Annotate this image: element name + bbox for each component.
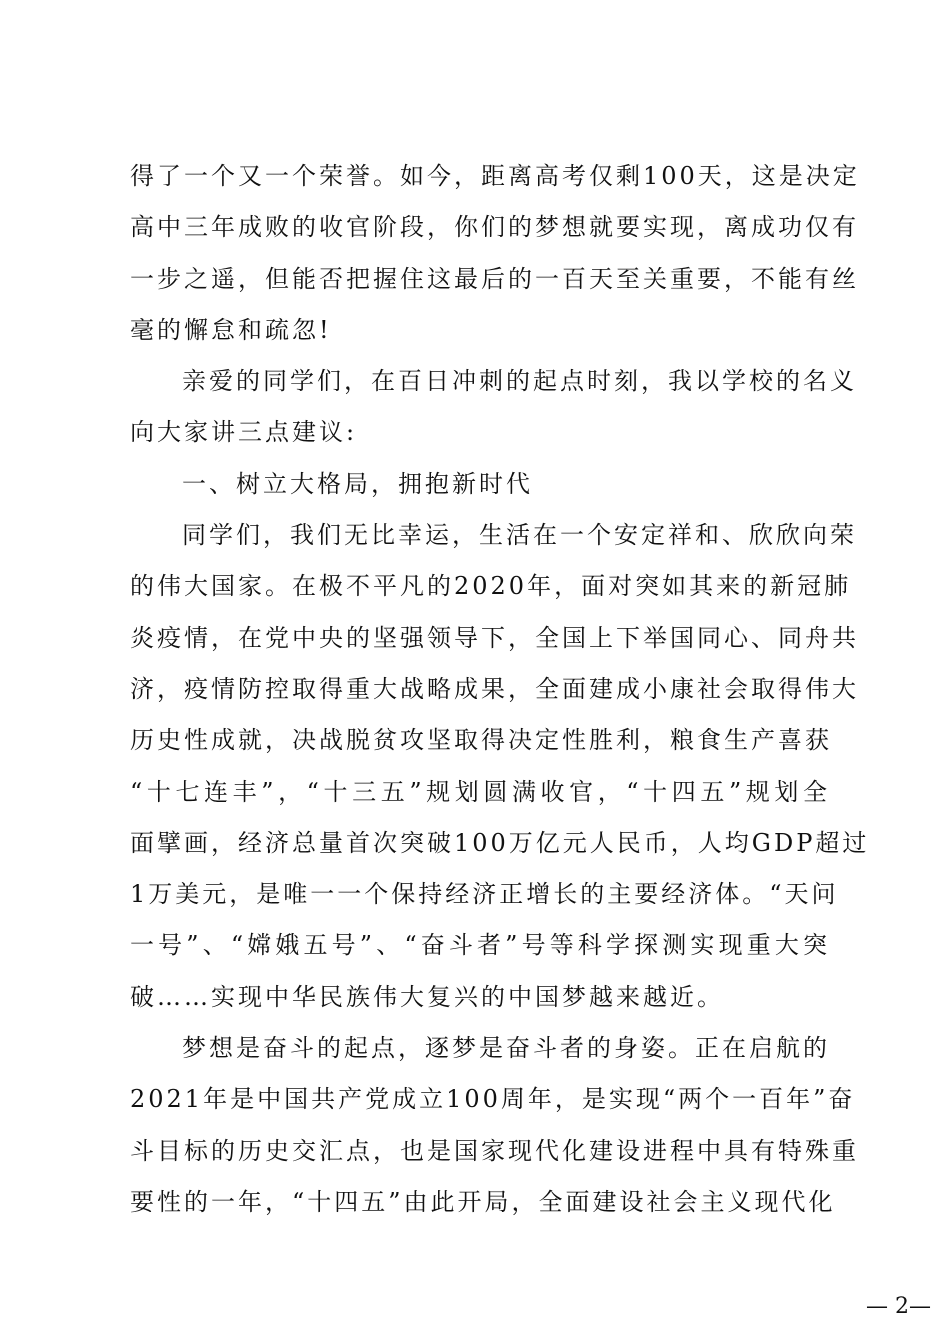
text-line: 要性的一年，“十四五”由此开局，全面建设社会主义现代化: [130, 1187, 836, 1216]
text-line: 同学们，我们无比幸运，生活在一个安定祥和、欣欣向荣: [182, 521, 857, 550]
text-line: 斗目标的历史交汇点，也是国家现代化建设进程中具有特殊重: [130, 1136, 859, 1165]
paragraph-dream-and-struggle: [130, 1023, 859, 1228]
document-body: [130, 151, 870, 1228]
page-number: — 2—: [866, 1294, 931, 1319]
paragraph-great-country: [130, 510, 870, 1023]
text-line: 济，疫情防控取得重大战略成果，全面建成小康社会取得伟大: [130, 674, 859, 703]
text-line: 历史性成就，决战脱贫攻坚取得决定性胜利，粮食生产喜获: [130, 726, 832, 755]
paragraph-three-suggestions-intro: [130, 356, 857, 459]
text-line: 破……实现中华民族伟大复兴的中国梦越来越近。: [130, 982, 724, 1011]
text-line: 毫的懈怠和疏忽!: [130, 315, 332, 344]
text-line: 炎疫情，在党中央的坚强领导下，全国上下举国同心、同舟共: [130, 623, 859, 652]
text-line: 的伟大国家。在极不平凡的2020年，面对突如其来的新冠肺: [130, 572, 852, 601]
text-line: 向大家讲三点建议:: [130, 418, 358, 447]
text-line: 高中三年成败的收官阶段，你们的梦想就要实现，离成功仅有: [130, 213, 859, 242]
text-line: 得了一个又一个荣誉。如今，距离高考仅剩100天，这是决定: [130, 162, 860, 190]
text-line: 亲爱的同学们，在百日冲刺的起点时刻，我以学校的名义: [182, 367, 857, 396]
text-line: 一号”、“嫦娥五号”、“奋斗者”号等科学探测实现重大突: [130, 931, 830, 960]
text-line: 一步之遥，但能否把握住这最后的一百天至关重要，不能有丝: [130, 264, 859, 293]
text-line: 面擘画，经济总量首次突破100万亿元人民币，人均GDP超过: [130, 828, 870, 857]
section-heading: 一、树立大格局，拥抱新时代: [182, 469, 533, 498]
text-line: 梦想是奋斗的起点，逐梦是奋斗者的身姿。正在启航的: [182, 1034, 830, 1063]
text-line: “十七连丰”，“十三五”规划圆满收官，“十四五”规划全: [130, 777, 830, 806]
text-line: 2021年是中国共产党成立100周年，是实现“两个一百年”奋: [130, 1085, 856, 1114]
paragraph-honors-and-countdown: [130, 151, 860, 356]
text-line: 1万美元，是唯一一个保持经济正增长的主要经济体。“天问: [130, 880, 839, 909]
section-heading-one: [130, 459, 830, 510]
